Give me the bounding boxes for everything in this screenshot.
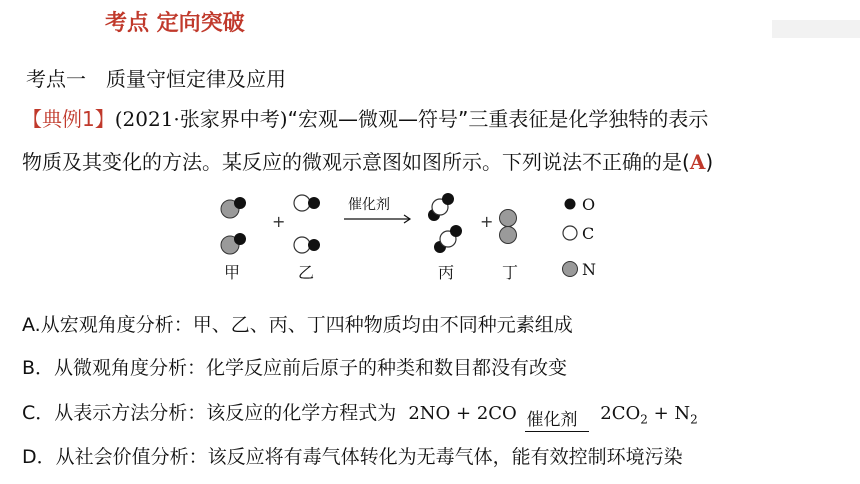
label-yi: 乙 <box>298 263 315 282</box>
answer-letter: A <box>689 150 706 174</box>
question-line-1 <box>22 103 708 132</box>
topic-title: 考点一 质量守恒定律及应用 <box>26 67 286 91</box>
label-ding: 丁 <box>502 263 519 282</box>
question-close: ) <box>705 150 714 174</box>
legend-nitrogen <box>563 260 597 279</box>
example-tag: 【典例1】 <box>22 107 115 131</box>
molecule-co-1 <box>294 195 320 211</box>
plus-sign-2: + <box>480 212 494 231</box>
molecule-n2 <box>500 210 517 244</box>
molecule-no-1 <box>221 197 246 218</box>
equation-catalyst: 催化剂 <box>526 410 578 430</box>
question-text-2: 物质及其变化的方法。某反应的微观示意图如图所示。下列说法不正确的是( <box>22 150 690 174</box>
equation <box>408 403 698 430</box>
option-c-text: C．从表示方法分析：该反应的化学方程式为 <box>22 402 397 424</box>
label-jia: 甲 <box>224 263 241 282</box>
molecule-co-2 <box>294 237 320 253</box>
label-bing: 丙 <box>438 263 455 282</box>
equation-left: 2NO + 2CO <box>408 403 517 424</box>
catalyst-label: 催化剂 <box>348 197 390 213</box>
legend-carbon <box>563 224 594 243</box>
section-heading: 考点 定向突破 <box>105 11 245 36</box>
option-d[interactable]: D．从社会价值分析：该反应将有毒气体转化为无毒气体，能有效控制环境污染 <box>22 446 683 468</box>
toolbar-strip <box>772 20 860 38</box>
option-c[interactable] <box>22 398 698 430</box>
svg-text:C: C <box>582 224 595 243</box>
question-line-2 <box>22 146 713 175</box>
molecule-no-2 <box>221 233 246 254</box>
reaction-diagram <box>0 185 860 295</box>
legend-oxygen <box>565 195 596 214</box>
question-source: (2021·张家界中考) <box>114 107 288 131</box>
option-a[interactable]: A.从宏观角度分析：甲、乙、丙、丁四种物质均由不同种元素组成 <box>22 314 573 336</box>
option-b[interactable]: B．从微观角度分析：化学反应前后原子的种类和数目都没有改变 <box>22 357 568 379</box>
question-text-1: “宏观—微观—符号”三重表征是化学独特的表示 <box>287 107 709 131</box>
svg-text:O: O <box>582 195 596 214</box>
plus-sign-1: + <box>272 212 286 231</box>
molecule-co2-1 <box>428 193 454 221</box>
molecule-co2-2 <box>434 225 462 253</box>
equation-right: $2CO_2 + N_2$ <box>600 403 698 427</box>
svg-text:N: N <box>582 260 596 279</box>
